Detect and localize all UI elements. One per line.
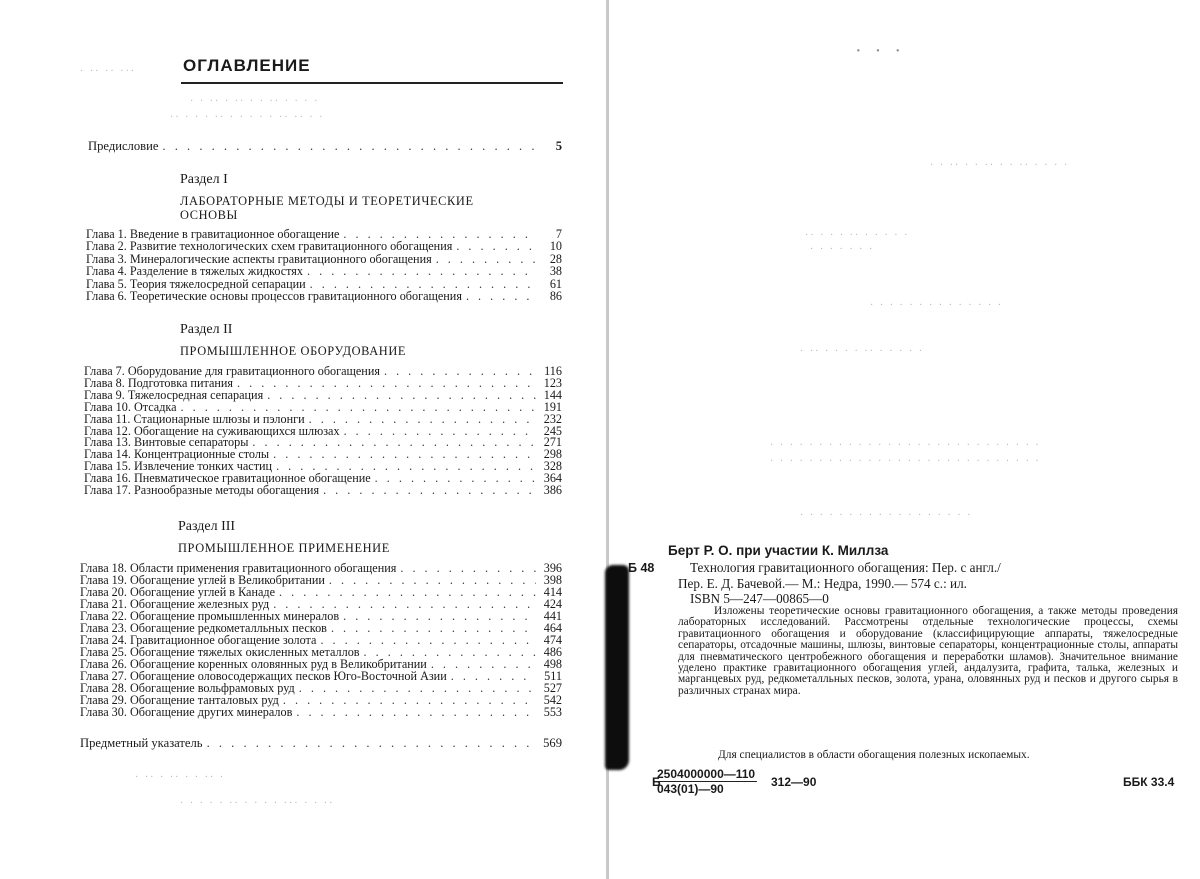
leader-dots — [375, 472, 536, 484]
bleed-through-noise: · · · · · · · — [810, 244, 875, 255]
leader-dots — [296, 706, 536, 718]
toc-preface-page: 5 — [555, 139, 562, 153]
leader-dots — [299, 682, 536, 694]
toc-chapter-label: Глава 18. Области применения гравитационного обогащения — [80, 561, 397, 575]
bleed-through-noise: · ·· · · · · ·· · · · · · — [800, 346, 925, 357]
toc-index-page: 569 — [543, 736, 562, 750]
toc-chapter-label: Глава 9. Тяжелосредная сепарация — [84, 387, 264, 402]
toc-chapter-page: 123 — [543, 375, 562, 390]
toc-chapter-label: Глава 6. Теоретические основы процессов гравитационного обогащения — [86, 289, 462, 303]
card-line-title: Технология гравитационного обогащения: Пер. с англ./ — [690, 560, 1001, 575]
card-line-isbn: ISBN 5—247—00865—0 — [690, 591, 829, 606]
card-frac-letter: Б — [652, 775, 661, 789]
toc-chapter-label: Глава 16. Пневматическое гравитационное обогащение — [84, 471, 371, 486]
bleed-through-noise: · · · · · · · · · · · · · · · · · · — [800, 510, 973, 521]
toc-index-row[interactable] — [80, 737, 562, 749]
leader-dots — [436, 253, 536, 265]
leader-dots — [456, 240, 536, 252]
bleed-through-noise: · · · · · · · · · · · · · · · · · · · · · · · · · · · · — [770, 440, 1041, 451]
toc-title-rule — [181, 82, 563, 84]
toc-chapter-page: 328 — [543, 459, 562, 474]
scan-shadow — [605, 565, 629, 770]
toc-chapter-page: 441 — [543, 609, 562, 623]
leader-dots — [279, 586, 536, 598]
toc-chapter-label: Глава 7. Оборудование для гравитационного обогащения — [84, 364, 380, 378]
toc-chapter-page: 7 — [555, 227, 562, 241]
toc-chapter-label: Глава 14. Концентрационные столы — [84, 447, 270, 462]
toc-chapter-row[interactable] — [80, 706, 562, 718]
right-page — [600, 0, 1200, 879]
bleed-through-noise: · ·· ·· ··· — [80, 66, 137, 77]
bleed-through-noise: · ·· · ·· · · ·· · — [135, 772, 226, 783]
toc-chapter-page: 474 — [543, 633, 562, 647]
bleed-through-noise: ·· · · · ·· · · · · · — [805, 230, 910, 241]
toc-chapter-page: 498 — [543, 657, 562, 671]
toc-index-label: Предметный указатель — [80, 736, 203, 750]
card-abstract: Изложены теоретические основы гравитационного обогащения, а также методы проведения лабораторных исследований. Рассмотрены отдельные технологические процессы, схемы гравитационного обогащения и оборудование (классифицирующие аппараты, тяжелосредные сепараторы, отсадочные машины, шлюзы, винтовые сепараторы, концентрационные столы, аппараты для пневматического центробежного обогащения и переработки шламов). Значительное внимание уделено практике гравитационного обогащения углей, андалузита, графита, талька, железных и марганцевых руд, редкометалльных песков, золота, урана, оловянных руд и песков и другого сырья в различных странах мира. — [678, 605, 1178, 697]
toc-chapter-label: Глава 13. Винтовые сепараторы — [84, 435, 249, 450]
toc-chapter-page: 398 — [543, 573, 562, 587]
toc-chapter-page: 116 — [544, 364, 562, 378]
leader-dots — [344, 425, 536, 437]
card-frac-denominator: 043(01)—90 — [657, 782, 724, 796]
card-frac-tail: 312—90 — [771, 775, 817, 789]
toc-chapter-page: 386 — [543, 483, 562, 497]
toc-chapter-page: 486 — [543, 645, 562, 659]
toc-chapter-page: 553 — [543, 705, 562, 719]
toc-chapter-page: 144 — [543, 387, 562, 402]
section-name: ПРОМЫШЛЕННОЕ ОБОРУДОВАНИЕ — [180, 344, 407, 358]
section-heading: Раздел I — [180, 172, 228, 187]
toc-chapter-label: Глава 17. Разнообразные методы обогащения — [84, 483, 320, 497]
toc-chapter-label: Глава 20. Обогащение углей в Канаде — [80, 585, 276, 599]
toc-chapter-label: Глава 27. Обогащение оловосодержащих песков Юго-Восточной Азии — [80, 669, 447, 683]
toc-chapter-label: Глава 30. Обогащение других минералов — [80, 705, 293, 719]
leader-dots — [309, 413, 536, 425]
toc-chapter-page: 61 — [549, 276, 562, 291]
leader-dots — [207, 737, 536, 749]
section-name: ЛАБОРАТОРНЫЕ МЕТОДЫ И ТЕОРЕТИЧЕСКИЕ — [180, 194, 474, 208]
toc-chapter-page: 245 — [543, 423, 562, 438]
toc-chapter-label: Глава 11. Стационарные шлюзы и пэлонги — [84, 411, 305, 426]
toc-chapter-label: Глава 1. Введение в гравитационное обогащение — [86, 227, 340, 241]
bleed-through-noise: · · · · · ·· · · · · ··· · · ·· — [180, 798, 335, 809]
leader-dots — [343, 610, 536, 622]
toc-chapter-label: Глава 19. Обогащение углей в Великобритании — [80, 573, 325, 587]
toc-chapter-label: Глава 2. Развитие технологических схем гравитационного обогащения — [86, 239, 453, 254]
toc-chapter-label: Глава 10. Отсадка — [84, 399, 177, 414]
toc-chapter-label: Глава 15. Извлечение тонких частиц — [84, 459, 273, 474]
leader-dots — [237, 377, 536, 389]
section-heading: Раздел II — [180, 322, 233, 337]
leader-dots — [329, 574, 536, 586]
toc-chapter-label: Глава 12. Обогащение на суживающихся шлюзах — [84, 423, 340, 438]
toc-chapter-page: 10 — [549, 239, 562, 254]
leader-dots — [323, 484, 536, 496]
toc-chapter-label: Глава 26. Обогащение коренных оловянных руд в Великобритании — [80, 657, 427, 671]
toc-chapter-label: Глава 24. Гравитационное обогащение золота — [80, 633, 317, 647]
card-audience: Для специалистов в области обогащения полезных ископаемых. — [718, 749, 1030, 761]
card-bbk: ББК 33.4 — [1123, 775, 1175, 789]
section-name: ПРОМЫШЛЕННОЕ ПРИМЕНЕНИЕ — [178, 541, 390, 555]
toc-chapter-label: Глава 23. Обогащение редкометалльных песков — [80, 621, 327, 635]
bleed-through-noise: ·· · · · ·· · · · · · ·· ·· · · — [170, 112, 325, 123]
toc-preface-row[interactable] — [88, 140, 562, 152]
leader-dots — [384, 365, 536, 377]
card-frac-numerator: 2504000000—110 — [657, 767, 756, 781]
toc-chapter-label: Глава 8. Подготовка питания — [84, 375, 234, 390]
toc-chapter-page: 86 — [549, 289, 562, 303]
toc-chapter-page: 271 — [543, 435, 562, 450]
leader-dots — [252, 436, 536, 448]
card-line-imprint: Пер. Е. Д. Бачевой.— М.: Недра, 1990.— 574 с.: ил. — [678, 576, 967, 591]
toc-chapter-label: Глава 28. Обогащение вольфрамовых руд — [80, 681, 295, 695]
toc-preface-label: Предисловие — [88, 139, 159, 153]
toc-chapter-page: 464 — [543, 621, 562, 635]
section-heading: Раздел III — [178, 519, 236, 534]
leader-dots — [466, 290, 536, 302]
bleed-through-noise: · · · — [855, 40, 905, 62]
toc-chapter-label: Глава 4. Разделение в тяжелых жидкостях — [86, 264, 304, 279]
toc-chapter-page: 298 — [543, 447, 562, 462]
toc-chapter-page: 414 — [543, 585, 562, 599]
toc-chapter-page: 542 — [543, 693, 562, 707]
toc-chapter-page: 28 — [549, 251, 562, 266]
toc-chapter-row[interactable] — [86, 290, 562, 302]
bleed-through-noise: · · ·· · · ·· · · ·· · · · · — [930, 160, 1070, 171]
card-fraction — [655, 767, 757, 796]
toc-chapter-label: Глава 5. Теория тяжелосредной сепарации — [86, 276, 306, 291]
leader-dots — [400, 562, 536, 574]
section-name: ОСНОВЫ — [180, 208, 238, 222]
toc-chapter-page: 396 — [543, 561, 562, 575]
toc-chapter-label: Глава 22. Обогащение промышленных минералов — [80, 609, 340, 623]
toc-title: ОГЛАВЛЕНИЕ — [183, 56, 311, 75]
toc-chapter-label: Глава 29. Обогащение танталовых руд — [80, 693, 279, 707]
toc-chapter-label: Глава 3. Минералогические аспекты гравитационного обогащения — [86, 251, 432, 266]
toc-chapter-row[interactable] — [86, 265, 562, 277]
leader-dots — [451, 670, 536, 682]
toc-chapter-row[interactable] — [84, 484, 562, 496]
toc-chapter-page: 191 — [543, 399, 562, 414]
toc-chapter-page: 424 — [543, 597, 562, 611]
toc-chapter-page: 232 — [543, 411, 562, 426]
toc-chapter-page: 38 — [549, 264, 562, 279]
toc-chapter-page: 364 — [543, 471, 562, 486]
toc-chapter-page: 527 — [543, 681, 562, 695]
leader-dots — [273, 448, 536, 460]
toc-chapter-label: Глава 25. Обогащение тяжелых окисленных металлов — [80, 645, 360, 659]
leader-dots — [267, 389, 536, 401]
bleed-through-noise: · · ·· · ·· · · ·· · · · · — [190, 96, 320, 107]
leader-dots — [283, 694, 536, 706]
bleed-through-noise: · · · · · · · · · · · · · · · · · · · · · · · · · · · · — [770, 456, 1041, 467]
bleed-through-noise: · · · · · · · · · · · · · · — [870, 300, 1004, 311]
toc-chapter-page: 511 — [544, 669, 562, 683]
leader-dots — [162, 140, 536, 152]
card-author: Берт Р. О. при участии К. Миллза — [668, 543, 889, 558]
toc-chapter-label: Глава 21. Обогащение железных руд — [80, 597, 270, 611]
leader-dots — [307, 265, 536, 277]
toc-chapter-row[interactable] — [86, 240, 562, 252]
card-code: Б 48 — [628, 561, 655, 575]
leader-dots — [331, 622, 536, 634]
